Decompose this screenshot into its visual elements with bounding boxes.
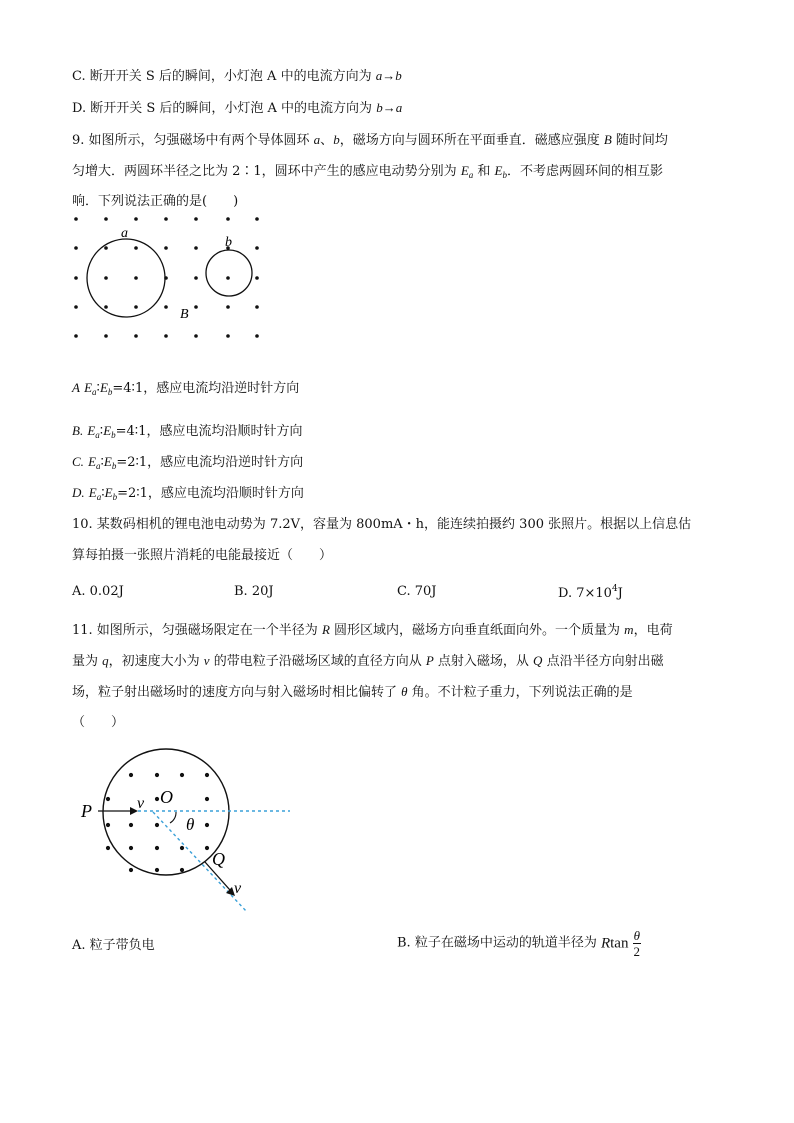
q9-option-d: D. $E_a∶E_b=2∶1$，感应电流均沿顺时针方向 — [72, 485, 304, 502]
field-dot — [180, 868, 184, 872]
q11-option-b: B. 粒子在磁场中运动的轨道半径为 Rtan $\frac{\theta}{2}$ — [397, 928, 641, 959]
label-Q: Q — [212, 849, 225, 869]
label-O: O — [160, 787, 173, 807]
field-dot — [180, 773, 184, 777]
label-v-exit: v — [234, 880, 242, 897]
field-dot — [155, 797, 159, 801]
field-dot — [129, 823, 133, 827]
field-dot — [129, 773, 133, 777]
q11-stem-line1: 11. 如图所示，匀强磁场限定在一个半径为 R 圆形区域内，磁场方向垂直纸面向外。一个质量为 m，电荷 — [72, 622, 673, 638]
field-dot — [205, 846, 209, 850]
field-dot — [129, 846, 133, 850]
q11-option-a: A. 粒子带负电 — [72, 938, 155, 953]
field-b-label: B — [180, 307, 189, 322]
q10-stem-line2: 算每拍摄一张照片消耗的电能最接近（ ） — [72, 548, 333, 563]
q10-option-d: D. $7\times 10^4J$ — [558, 584, 623, 601]
label-P: P — [81, 801, 92, 821]
q10-stem-line1: 10. 某数码相机的锂电池电动势为 7.2V，容量为 800mA・h，能连续拍摄约 300 张照片。根据以上信息估 — [72, 517, 692, 532]
q9-option-c: C. $E_a∶E_b=2∶1$，感应电流均沿逆时针方向 — [72, 454, 304, 471]
q9-stem-line3: 响．下列说法正确的是( ) — [72, 194, 239, 209]
dashed-radial-line — [153, 812, 247, 912]
q11-stem-line2: 量为 q，初速度大小为 v 的带电粒子沿磁场区域的直径方向从 P 点射入磁场，从 Q 点沿半径方向射出磁 — [72, 653, 664, 669]
theta-over-2-fraction: $\frac{\theta}{2}$ — [633, 928, 641, 959]
field-dot — [106, 797, 110, 801]
q11-stem-line4: （ ） — [72, 715, 125, 730]
q9-stem-line1: 9. 如图所示，匀强磁场中有两个导体圆环 a、b，磁场方向与圆环所在平面垂直．磁感应强度 B 随时间均 — [72, 132, 668, 148]
field-dot — [155, 868, 159, 872]
field-dot — [129, 868, 133, 872]
q9-option-a: A $E_a∶E_b=4∶1$，感应电流均沿逆时针方向 — [72, 380, 300, 397]
label-v-entry: v — [137, 795, 145, 812]
theta-arc — [170, 812, 176, 823]
q8-option-c: C. 断开开关 S 后的瞬间，小灯泡 A 中的电流方向为 a→b — [72, 68, 402, 84]
q10-option-a: A. 0.02J — [72, 584, 124, 599]
q10-option-c: C. 70J — [397, 584, 437, 599]
field-dot — [106, 823, 110, 827]
field-dot — [155, 773, 159, 777]
field-dot — [205, 773, 209, 777]
field-region-circle — [103, 749, 229, 875]
q9-option-b: B. $E_a∶E_b=4∶1$，感应电流均沿顺时针方向 — [72, 423, 303, 440]
q11-stem-line3: 场，粒子射出磁场时的速度方向与射入磁场时相比偏转了 θ 角。不计粒子重力，下列说法正确的是 — [72, 684, 633, 700]
q8-option-d: D. 断开开关 S 后的瞬间，小灯泡 A 中的电流方向为 b→a — [72, 100, 403, 116]
field-dot — [155, 823, 159, 827]
field-dot — [180, 846, 184, 850]
ring-a-label: a — [121, 226, 128, 241]
field-dot — [155, 846, 159, 850]
ring-b-label: b — [225, 235, 232, 250]
field-dot — [205, 797, 209, 801]
q9-stem-line2: 匀增大．两圆环半径之比为 2∶1，圆环中产生的感应电动势分别为 $E_a$ 和 $E_b$．不考虑两圆环间的相互影 — [72, 163, 663, 180]
field-dot — [205, 823, 209, 827]
label-theta: θ — [186, 815, 195, 834]
q10-option-b: B. 20J — [234, 584, 274, 599]
field-dot — [106, 846, 110, 850]
